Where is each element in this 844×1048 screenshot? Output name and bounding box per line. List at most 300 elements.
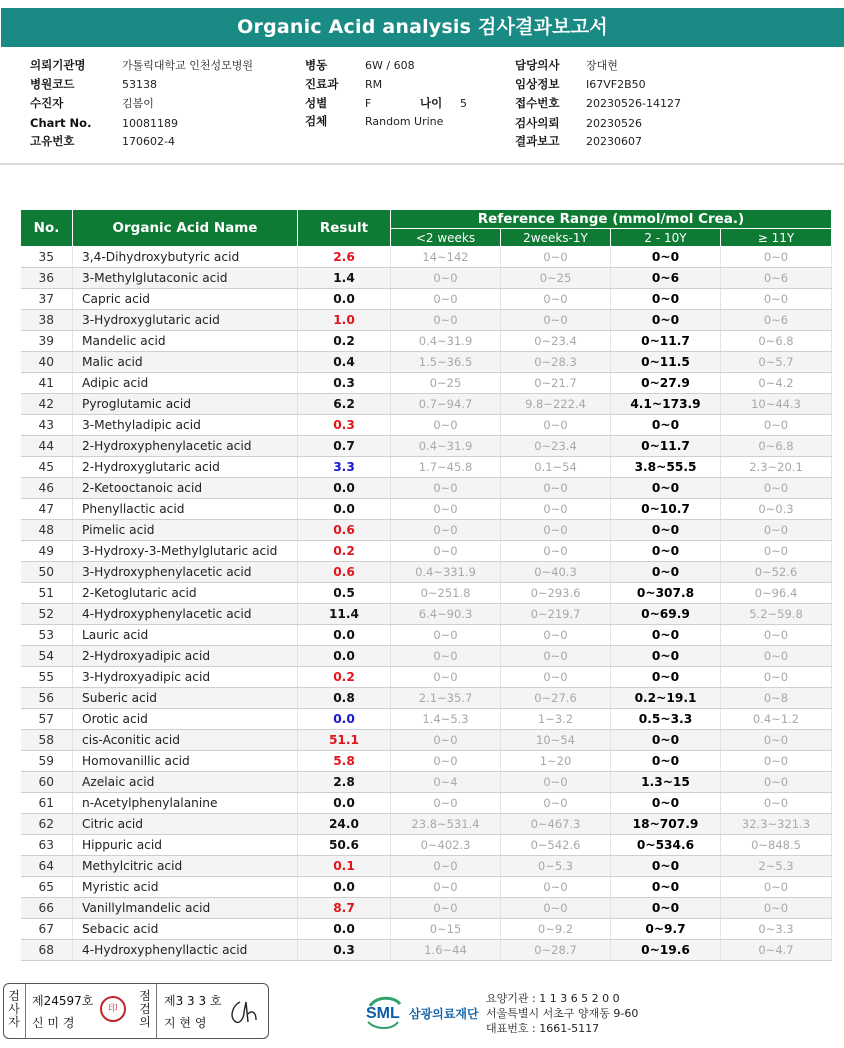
acid-name: Hippuric acid bbox=[73, 835, 298, 856]
ref-range-2weeks-1y: 0~0 bbox=[501, 289, 611, 310]
ref-range-2-10y: 0~0 bbox=[611, 289, 721, 310]
result-value: 0.6 bbox=[298, 520, 391, 541]
row-number: 54 bbox=[21, 646, 73, 667]
acid-name: 2-Hydroxyadipic acid bbox=[73, 646, 298, 667]
result-value: 0.5 bbox=[298, 583, 391, 604]
ref-range-ge11y: 2.3~20.1 bbox=[721, 457, 832, 478]
acid-name: 2-Hydroxyglutaric acid bbox=[73, 457, 298, 478]
header-reference-range: Reference Range (mmol/mol Crea.) bbox=[391, 210, 832, 229]
organization-name: 삼광의료재단 bbox=[409, 1007, 479, 1021]
department-value: RM bbox=[365, 78, 383, 91]
ref-range-lt2weeks: 0~402.3 bbox=[391, 835, 501, 856]
result-value: 0.4 bbox=[298, 352, 391, 373]
result-report-value: 20230607 bbox=[586, 135, 642, 148]
acid-name: Suberic acid bbox=[73, 688, 298, 709]
ref-range-2-10y: 0~0 bbox=[611, 625, 721, 646]
ref-range-lt2weeks: 23.8~531.4 bbox=[391, 814, 501, 835]
inspector-name: 신 미 경 bbox=[32, 1016, 75, 1030]
row-number: 48 bbox=[21, 520, 73, 541]
ref-range-ge11y: 0~0 bbox=[721, 898, 832, 919]
result-value: 24.0 bbox=[298, 814, 391, 835]
acid-name: Azelaic acid bbox=[73, 772, 298, 793]
result-value: 0.0 bbox=[298, 709, 391, 730]
organization-info bbox=[486, 991, 638, 1036]
signature-separator bbox=[25, 984, 26, 1038]
chart-no-value: 10081189 bbox=[122, 117, 178, 130]
ref-range-ge11y: 10~44.3 bbox=[721, 394, 832, 415]
result-value: 0.2 bbox=[298, 331, 391, 352]
acid-name: 3-Hydroxyglutaric acid bbox=[73, 310, 298, 331]
header-no: No. bbox=[21, 210, 73, 247]
ref-range-lt2weeks: 0~0 bbox=[391, 751, 501, 772]
acid-name: 3-Hydroxyphenylacetic acid bbox=[73, 562, 298, 583]
result-value: 2.6 bbox=[298, 247, 391, 268]
ref-range-lt2weeks: 14~142 bbox=[391, 247, 501, 268]
result-value: 0.0 bbox=[298, 646, 391, 667]
ref-range-2weeks-1y: 0.1~54 bbox=[501, 457, 611, 478]
clinical-info-label: 임상정보 bbox=[515, 77, 560, 91]
ref-range-2-10y: 0~11.7 bbox=[611, 331, 721, 352]
ref-range-lt2weeks: 0~25 bbox=[391, 373, 501, 394]
row-number: 41 bbox=[21, 373, 73, 394]
row-number: 43 bbox=[21, 415, 73, 436]
ref-range-lt2weeks: 0~0 bbox=[391, 478, 501, 499]
test-request-value: 20230526 bbox=[586, 117, 642, 130]
section-divider bbox=[0, 163, 844, 165]
ref-range-2-10y: 0~0 bbox=[611, 247, 721, 268]
row-number: 36 bbox=[21, 268, 73, 289]
ref-range-2weeks-1y: 0~23.4 bbox=[501, 331, 611, 352]
row-number: 39 bbox=[21, 331, 73, 352]
ref-range-lt2weeks: 0~0 bbox=[391, 898, 501, 919]
sex-value: F bbox=[365, 97, 372, 110]
table-row bbox=[21, 709, 832, 730]
row-number: 61 bbox=[21, 793, 73, 814]
row-number: 53 bbox=[21, 625, 73, 646]
department-label: 진료과 bbox=[305, 77, 339, 91]
ref-range-2weeks-1y: 0~28.7 bbox=[501, 940, 611, 961]
row-number: 50 bbox=[21, 562, 73, 583]
table-row bbox=[21, 604, 832, 625]
acid-name: Pyroglutamic acid bbox=[73, 394, 298, 415]
physician-value: 장대현 bbox=[586, 59, 618, 72]
ref-range-2-10y: 0~69.9 bbox=[611, 604, 721, 625]
result-value: 50.6 bbox=[298, 835, 391, 856]
table-row bbox=[21, 352, 832, 373]
result-value: 0.0 bbox=[298, 625, 391, 646]
ref-range-lt2weeks: 2.1~35.7 bbox=[391, 688, 501, 709]
row-number: 64 bbox=[21, 856, 73, 877]
ref-range-2-10y: 0~0 bbox=[611, 898, 721, 919]
table-row bbox=[21, 856, 832, 877]
acid-name: 2-Ketooctanoic acid bbox=[73, 478, 298, 499]
table-row bbox=[21, 898, 832, 919]
result-value: 6.2 bbox=[298, 394, 391, 415]
inspector-label: 검사자 bbox=[8, 989, 20, 1029]
ref-range-2-10y: 0~0 bbox=[611, 562, 721, 583]
table-row bbox=[21, 835, 832, 856]
ref-range-2weeks-1y: 1~20 bbox=[501, 751, 611, 772]
clinical-info-value: I67VF2B50 bbox=[586, 78, 646, 91]
table-row bbox=[21, 331, 832, 352]
ref-range-2-10y: 0.5~3.3 bbox=[611, 709, 721, 730]
ref-range-lt2weeks: 0~0 bbox=[391, 625, 501, 646]
ref-range-2-10y: 18~707.9 bbox=[611, 814, 721, 835]
ref-range-lt2weeks: 0~0 bbox=[391, 415, 501, 436]
ref-range-2weeks-1y: 0~293.6 bbox=[501, 583, 611, 604]
ref-range-2weeks-1y: 0~9.2 bbox=[501, 919, 611, 940]
ref-range-lt2weeks: 1.6~44 bbox=[391, 940, 501, 961]
row-number: 40 bbox=[21, 352, 73, 373]
ref-range-lt2weeks: 0~0 bbox=[391, 730, 501, 751]
header-ref-2-10y: 2 - 10Y bbox=[611, 229, 721, 247]
acid-name: Orotic acid bbox=[73, 709, 298, 730]
acid-name: Myristic acid bbox=[73, 877, 298, 898]
row-number: 59 bbox=[21, 751, 73, 772]
ref-range-lt2weeks: 1.5~36.5 bbox=[391, 352, 501, 373]
acid-name: Adipic acid bbox=[73, 373, 298, 394]
ref-range-ge11y: 0~0 bbox=[721, 520, 832, 541]
recipient-value: 김봄이 bbox=[122, 97, 154, 110]
ref-range-lt2weeks: 0~0 bbox=[391, 877, 501, 898]
ref-range-2-10y: 0~19.6 bbox=[611, 940, 721, 961]
hospital-code-value: 53138 bbox=[122, 78, 157, 91]
result-value: 8.7 bbox=[298, 898, 391, 919]
ref-range-2-10y: 3.8~55.5 bbox=[611, 457, 721, 478]
ref-range-lt2weeks: 0~4 bbox=[391, 772, 501, 793]
acid-name: 3-Hydroxyadipic acid bbox=[73, 667, 298, 688]
ref-range-2weeks-1y: 0~0 bbox=[501, 520, 611, 541]
hospital-code-label: 병원코드 bbox=[30, 77, 75, 91]
result-value: 0.0 bbox=[298, 919, 391, 940]
table-row bbox=[21, 625, 832, 646]
ref-range-ge11y: 0~0 bbox=[721, 646, 832, 667]
ref-range-ge11y: 5.2~59.8 bbox=[721, 604, 832, 625]
ref-range-lt2weeks: 1.4~5.3 bbox=[391, 709, 501, 730]
result-value: 0.8 bbox=[298, 688, 391, 709]
result-value: 0.0 bbox=[298, 289, 391, 310]
unique-no-label: 고유번호 bbox=[30, 134, 75, 148]
ref-range-2weeks-1y: 0~27.6 bbox=[501, 688, 611, 709]
result-value: 3.3 bbox=[298, 457, 391, 478]
ref-range-lt2weeks: 0.4~31.9 bbox=[391, 436, 501, 457]
ref-range-2-10y: 0~0 bbox=[611, 541, 721, 562]
result-report-label: 결과보고 bbox=[515, 134, 560, 148]
row-number: 51 bbox=[21, 583, 73, 604]
patient-info-panel bbox=[30, 56, 830, 156]
chart-no-label: Chart No. bbox=[30, 116, 92, 130]
result-value: 0.3 bbox=[298, 373, 391, 394]
ref-range-2-10y: 0~0 bbox=[611, 520, 721, 541]
row-number: 44 bbox=[21, 436, 73, 457]
acid-name: Capric acid bbox=[73, 289, 298, 310]
ward-value: 6W / 608 bbox=[365, 59, 415, 72]
row-number: 60 bbox=[21, 772, 73, 793]
ref-range-2weeks-1y: 0~0 bbox=[501, 793, 611, 814]
reviewer-label: 점검의 bbox=[139, 989, 151, 1029]
ref-range-2-10y: 0~0 bbox=[611, 751, 721, 772]
acid-name: Pimelic acid bbox=[73, 520, 298, 541]
ref-range-lt2weeks: 0~0 bbox=[391, 793, 501, 814]
ref-range-ge11y: 0~5.7 bbox=[721, 352, 832, 373]
row-number: 38 bbox=[21, 310, 73, 331]
table-row bbox=[21, 814, 832, 835]
ref-range-ge11y: 0~0 bbox=[721, 730, 832, 751]
ref-range-ge11y: 0~6 bbox=[721, 310, 832, 331]
row-number: 63 bbox=[21, 835, 73, 856]
row-number: 47 bbox=[21, 499, 73, 520]
specimen-label: 검체 bbox=[305, 114, 328, 128]
result-value: 1.4 bbox=[298, 268, 391, 289]
ref-range-ge11y: 0~3.3 bbox=[721, 919, 832, 940]
table-row bbox=[21, 751, 832, 772]
ref-range-lt2weeks: 0~0 bbox=[391, 268, 501, 289]
ref-range-ge11y: 0~0 bbox=[721, 772, 832, 793]
ref-range-2weeks-1y: 9.8~222.4 bbox=[501, 394, 611, 415]
ref-range-2weeks-1y: 0~0 bbox=[501, 646, 611, 667]
ref-range-2-10y: 0~27.9 bbox=[611, 373, 721, 394]
ref-range-2weeks-1y: 0~542.6 bbox=[501, 835, 611, 856]
ref-range-lt2weeks: 0~251.8 bbox=[391, 583, 501, 604]
acid-name: 3,4-Dihydroxybutyric acid bbox=[73, 247, 298, 268]
result-value: 0.2 bbox=[298, 541, 391, 562]
row-number: 52 bbox=[21, 604, 73, 625]
acid-name: 4-Hydroxyphenylacetic acid bbox=[73, 604, 298, 625]
ref-range-2-10y: 0~0 bbox=[611, 646, 721, 667]
ref-range-2weeks-1y: 0~219.7 bbox=[501, 604, 611, 625]
acid-name: Malic acid bbox=[73, 352, 298, 373]
ref-range-2-10y: 0~0 bbox=[611, 793, 721, 814]
ref-range-ge11y: 0~0 bbox=[721, 541, 832, 562]
ref-range-2-10y: 0~9.7 bbox=[611, 919, 721, 940]
ref-range-ge11y: 0~0 bbox=[721, 478, 832, 499]
organic-acid-results-table bbox=[20, 209, 832, 961]
table-row bbox=[21, 541, 832, 562]
ref-range-2-10y: 0~10.7 bbox=[611, 499, 721, 520]
ref-range-ge11y: 2~5.3 bbox=[721, 856, 832, 877]
institution-value: 가톨릭대학교 인천성모병원 bbox=[122, 59, 254, 72]
ref-range-lt2weeks: 0~0 bbox=[391, 289, 501, 310]
ref-range-2weeks-1y: 0~0 bbox=[501, 478, 611, 499]
table-row bbox=[21, 919, 832, 940]
age-label: 나이 bbox=[420, 96, 443, 110]
table-row bbox=[21, 583, 832, 604]
ref-range-ge11y: 0~0 bbox=[721, 793, 832, 814]
ref-range-ge11y: 0~0 bbox=[721, 289, 832, 310]
result-value: 0.0 bbox=[298, 877, 391, 898]
ref-range-ge11y: 0~0 bbox=[721, 415, 832, 436]
table-row bbox=[21, 520, 832, 541]
ref-range-lt2weeks: 0~15 bbox=[391, 919, 501, 940]
ref-range-2-10y: 0~0 bbox=[611, 310, 721, 331]
ref-range-ge11y: 0~0 bbox=[721, 625, 832, 646]
ref-range-ge11y: 32.3~321.3 bbox=[721, 814, 832, 835]
result-value: 11.4 bbox=[298, 604, 391, 625]
table-row bbox=[21, 646, 832, 667]
table-row bbox=[21, 667, 832, 688]
ref-range-lt2weeks: 1.7~45.8 bbox=[391, 457, 501, 478]
ref-range-2weeks-1y: 0~28.3 bbox=[501, 352, 611, 373]
table-row bbox=[21, 772, 832, 793]
header-ref-2weeks-1y: 2weeks-1Y bbox=[501, 229, 611, 247]
acid-name: Lauric acid bbox=[73, 625, 298, 646]
sex-label: 성별 bbox=[305, 96, 328, 110]
ref-range-lt2weeks: 0~0 bbox=[391, 856, 501, 877]
row-number: 35 bbox=[21, 247, 73, 268]
ref-range-lt2weeks: 0~0 bbox=[391, 499, 501, 520]
header-name: Organic Acid Name bbox=[73, 210, 298, 247]
result-value: 51.1 bbox=[298, 730, 391, 751]
reviewer-name: 지 현 영 bbox=[164, 1016, 207, 1030]
ref-range-2-10y: 0~307.8 bbox=[611, 583, 721, 604]
row-number: 56 bbox=[21, 688, 73, 709]
table-row bbox=[21, 940, 832, 961]
ref-range-2weeks-1y: 10~54 bbox=[501, 730, 611, 751]
ref-range-2-10y: 0~0 bbox=[611, 877, 721, 898]
result-value: 2.8 bbox=[298, 772, 391, 793]
agency-code: 요양기관 : 1 1 3 6 5 2 0 0 bbox=[486, 992, 620, 1005]
ref-range-lt2weeks: 0~0 bbox=[391, 646, 501, 667]
ref-range-2-10y: 0~11.5 bbox=[611, 352, 721, 373]
ref-range-ge11y: 0~0 bbox=[721, 877, 832, 898]
row-number: 42 bbox=[21, 394, 73, 415]
row-number: 67 bbox=[21, 919, 73, 940]
ref-range-2weeks-1y: 0~0 bbox=[501, 667, 611, 688]
ref-range-2weeks-1y: 0~0 bbox=[501, 415, 611, 436]
acid-name: cis-Aconitic acid bbox=[73, 730, 298, 751]
result-value: 0.0 bbox=[298, 478, 391, 499]
result-value: 0.0 bbox=[298, 499, 391, 520]
table-row bbox=[21, 268, 832, 289]
acid-name: Phenyllactic acid bbox=[73, 499, 298, 520]
ref-range-2weeks-1y: 0~23.4 bbox=[501, 436, 611, 457]
acid-name: 2-Hydroxyphenylacetic acid bbox=[73, 436, 298, 457]
acid-name: Methylcitric acid bbox=[73, 856, 298, 877]
ref-range-2-10y: 0~0 bbox=[611, 415, 721, 436]
table-row bbox=[21, 793, 832, 814]
ref-range-ge11y: 0~6.8 bbox=[721, 436, 832, 457]
table-row bbox=[21, 499, 832, 520]
acid-name: Vanillylmandelic acid bbox=[73, 898, 298, 919]
ref-range-lt2weeks: 0~0 bbox=[391, 520, 501, 541]
acid-name: 3-Methyladipic acid bbox=[73, 415, 298, 436]
recipient-label: 수진자 bbox=[30, 96, 64, 110]
signature-box bbox=[3, 983, 269, 1039]
header-result: Result bbox=[298, 210, 391, 247]
table-row bbox=[21, 289, 832, 310]
acid-name: Homovanillic acid bbox=[73, 751, 298, 772]
ref-range-lt2weeks: 0.4~331.9 bbox=[391, 562, 501, 583]
ref-range-ge11y: 0~52.6 bbox=[721, 562, 832, 583]
acid-name: Mandelic acid bbox=[73, 331, 298, 352]
ref-range-2-10y: 0~6 bbox=[611, 268, 721, 289]
ref-range-2weeks-1y: 0~21.7 bbox=[501, 373, 611, 394]
ref-range-ge11y: 0~0 bbox=[721, 247, 832, 268]
acid-name: n-Acetylphenylalanine bbox=[73, 793, 298, 814]
ref-range-2weeks-1y: 0~40.3 bbox=[501, 562, 611, 583]
header-ref-ge11y: ≥ 11Y bbox=[721, 229, 832, 247]
ref-range-2-10y: 0~0 bbox=[611, 856, 721, 877]
table-row bbox=[21, 310, 832, 331]
acid-name: 2-Ketoglutaric acid bbox=[73, 583, 298, 604]
ref-range-2-10y: 0~534.6 bbox=[611, 835, 721, 856]
table-row bbox=[21, 394, 832, 415]
organization-address: 서울특별시 서초구 양재동 9-60 bbox=[486, 1007, 639, 1020]
ref-range-ge11y: 0~8 bbox=[721, 688, 832, 709]
row-number: 45 bbox=[21, 457, 73, 478]
result-value: 0.1 bbox=[298, 856, 391, 877]
ref-range-2weeks-1y: 0~5.3 bbox=[501, 856, 611, 877]
ref-range-2-10y: 1.3~15 bbox=[611, 772, 721, 793]
ref-range-2-10y: 0~0 bbox=[611, 730, 721, 751]
ref-range-ge11y: 0~6 bbox=[721, 268, 832, 289]
table-row bbox=[21, 373, 832, 394]
ref-range-2weeks-1y: 0~25 bbox=[501, 268, 611, 289]
results-body bbox=[21, 247, 832, 961]
result-value: 0.3 bbox=[298, 415, 391, 436]
receipt-no-label: 접수번호 bbox=[515, 96, 560, 110]
ref-range-lt2weeks: 0~0 bbox=[391, 667, 501, 688]
unique-no-value: 170602-4 bbox=[122, 135, 175, 148]
receipt-no-value: 20230526-14127 bbox=[586, 97, 681, 110]
ref-range-ge11y: 0~4.7 bbox=[721, 940, 832, 961]
ref-range-2weeks-1y: 0~0 bbox=[501, 877, 611, 898]
ref-range-ge11y: 0~848.5 bbox=[721, 835, 832, 856]
ref-range-2weeks-1y: 0~467.3 bbox=[501, 814, 611, 835]
ref-range-2-10y: 0~11.7 bbox=[611, 436, 721, 457]
row-number: 37 bbox=[21, 289, 73, 310]
row-number: 65 bbox=[21, 877, 73, 898]
acid-name: Sebacic acid bbox=[73, 919, 298, 940]
ref-range-ge11y: 0~0.3 bbox=[721, 499, 832, 520]
ref-range-2-10y: 0~0 bbox=[611, 667, 721, 688]
row-number: 46 bbox=[21, 478, 73, 499]
ref-range-2weeks-1y: 0~0 bbox=[501, 541, 611, 562]
table-row bbox=[21, 436, 832, 457]
physician-label: 담당의사 bbox=[515, 58, 560, 72]
ref-range-ge11y: 0~0 bbox=[721, 751, 832, 772]
table-row bbox=[21, 562, 832, 583]
header-ref-lt2weeks: <2 weeks bbox=[391, 229, 501, 247]
table-row bbox=[21, 730, 832, 751]
result-value: 0.6 bbox=[298, 562, 391, 583]
ref-range-2-10y: 0~0 bbox=[611, 478, 721, 499]
ref-range-lt2weeks: 0~0 bbox=[391, 310, 501, 331]
ref-range-lt2weeks: 6.4~90.3 bbox=[391, 604, 501, 625]
ward-label: 병동 bbox=[305, 58, 328, 72]
table-row bbox=[21, 247, 832, 268]
specimen-value: Random Urine bbox=[365, 115, 444, 128]
inspector-seal: 印 bbox=[100, 996, 126, 1022]
ref-range-ge11y: 0~0 bbox=[721, 667, 832, 688]
row-number: 55 bbox=[21, 667, 73, 688]
sml-logo-text: SML bbox=[366, 1005, 400, 1022]
row-number: 57 bbox=[21, 709, 73, 730]
ref-range-ge11y: 0.4~1.2 bbox=[721, 709, 832, 730]
ref-range-2weeks-1y: 1~3.2 bbox=[501, 709, 611, 730]
result-value: 0.7 bbox=[298, 436, 391, 457]
signature-separator bbox=[156, 984, 157, 1038]
reviewer-number: 제3 3 3 호 bbox=[164, 994, 222, 1008]
ref-range-2-10y: 4.1~173.9 bbox=[611, 394, 721, 415]
ref-range-lt2weeks: 0.4~31.9 bbox=[391, 331, 501, 352]
inspector-number: 제24597호 bbox=[32, 994, 94, 1008]
ref-range-ge11y: 0~4.2 bbox=[721, 373, 832, 394]
result-value: 0.0 bbox=[298, 793, 391, 814]
ref-range-2weeks-1y: 0~0 bbox=[501, 772, 611, 793]
result-value: 5.8 bbox=[298, 751, 391, 772]
row-number: 66 bbox=[21, 898, 73, 919]
